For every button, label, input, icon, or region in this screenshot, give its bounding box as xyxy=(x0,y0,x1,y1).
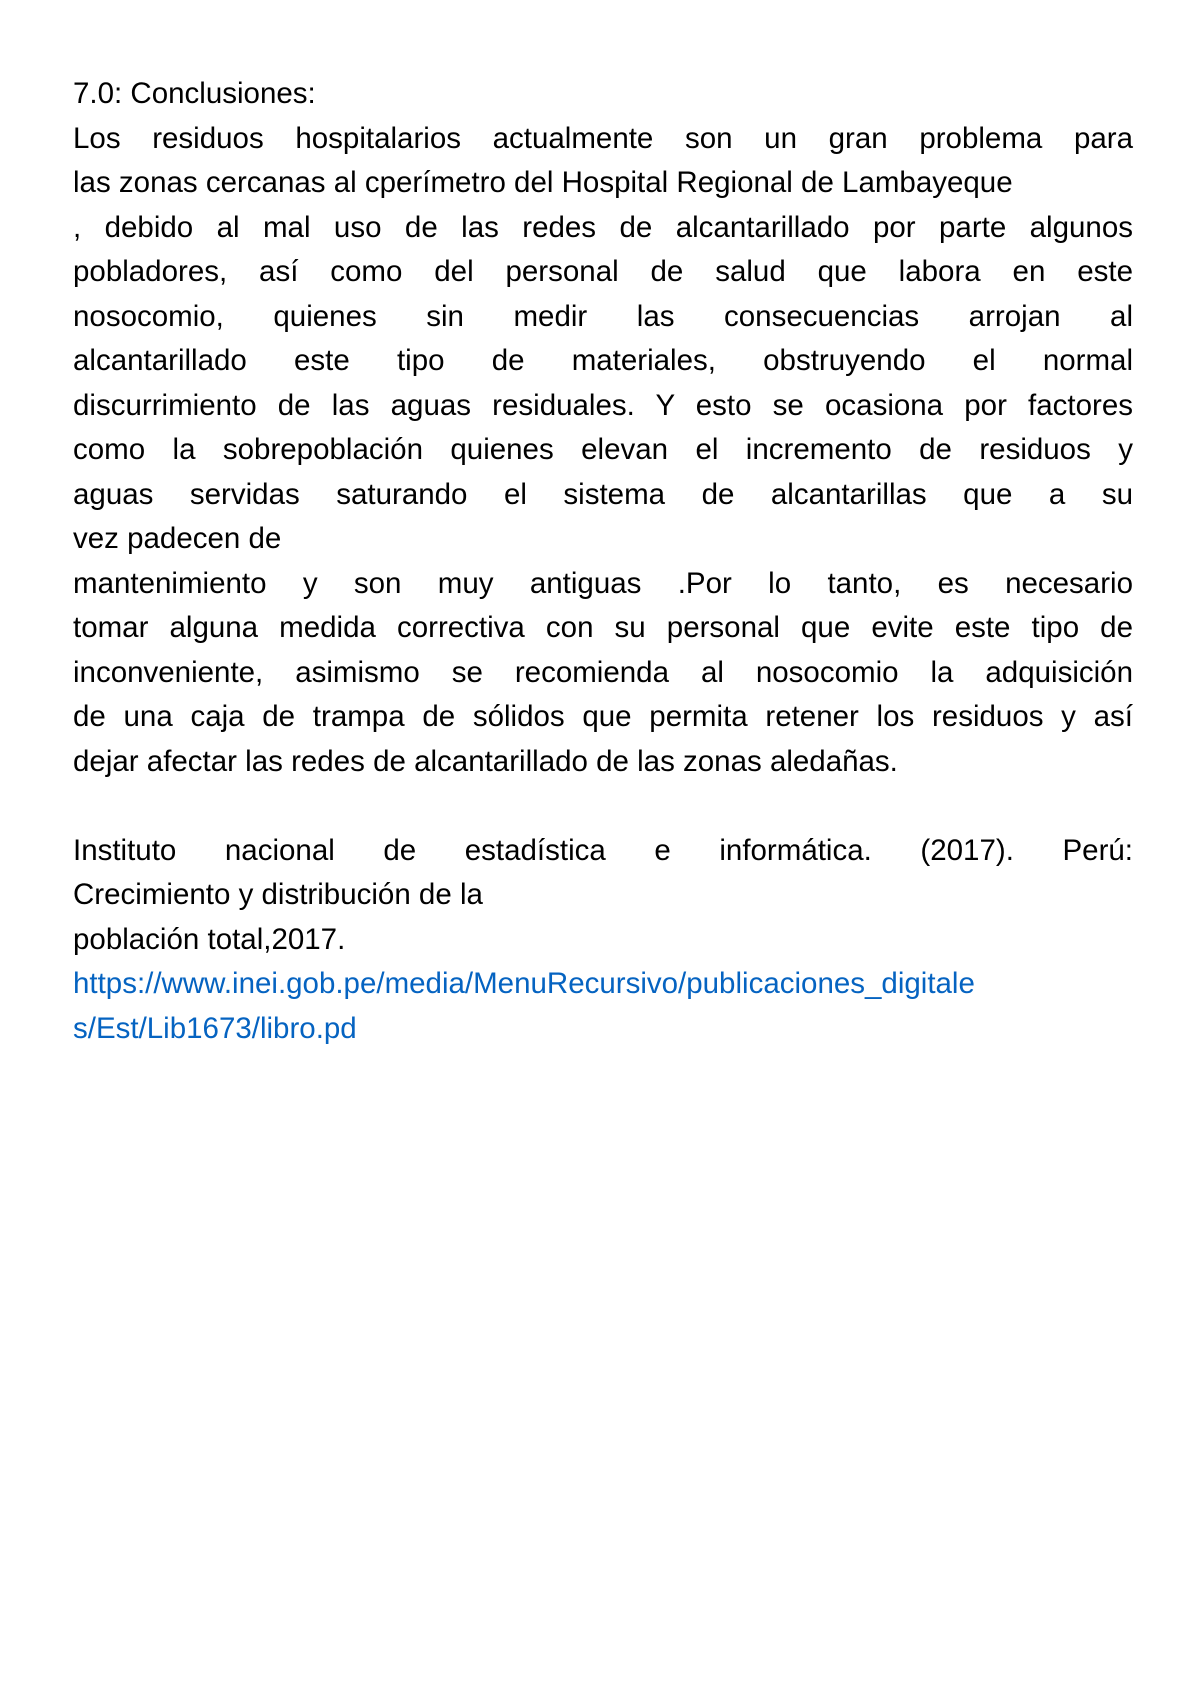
reference-line: Instituto nacional de estadística e informática. (2017). Perú: xyxy=(73,833,1133,867)
paragraph-line: inconveniente, asimismo se recomienda al nosocomio la adquisición xyxy=(73,655,1133,689)
paragraph-line: aguas servidas saturando el sistema de alcantarillas que a su xyxy=(73,477,1133,511)
conclusion-paragraph xyxy=(73,117,1133,785)
paragraph-line: discurrimiento de las aguas residuales. Y esto se ocasiona por factores xyxy=(73,388,1133,422)
reference-url-link[interactable]: s/Est/Lib1673/libro.pd xyxy=(73,1011,357,1045)
paragraph-line: como la sobrepoblación quienes elevan el incremento de residuos y xyxy=(73,433,1133,466)
paragraph-line: nosocomio, quienes sin medir las consecuencias arrojan al xyxy=(73,299,1133,333)
paragraph-line: vez padecen de xyxy=(73,522,282,555)
paragraph-line: pobladores, así como del personal de salud que labora en este xyxy=(73,255,1133,288)
reference-url-link[interactable]: https://www.inei.gob.pe/media/MenuRecursivo/publicaciones_digitale xyxy=(73,967,975,1000)
paragraph-line: Los residuos hospitalarios actualmente son un gran problema para xyxy=(73,121,1133,155)
paragraph-line: alcantarillado este tipo de materiales, obstruyendo el normal xyxy=(73,344,1133,377)
reference-line: Crecimiento y distribución de la xyxy=(73,878,483,911)
paragraph-spacer xyxy=(73,784,1133,829)
paragraph-line: mantenimiento y son muy antiguas .Por lo tanto, es necesario xyxy=(73,566,1133,600)
reference-entry xyxy=(73,829,1133,1052)
paragraph-line: tomar alguna medida correctiva con su personal que evite este tipo de xyxy=(73,611,1133,644)
paragraph-line: las zonas cercanas al cperímetro del Hospital Regional de Lambayeque xyxy=(73,166,1013,199)
paragraph-line: dejar afectar las redes de alcantarillado de las zonas aledañas. xyxy=(73,744,898,778)
reference-line: población total,2017. xyxy=(73,922,346,956)
section-heading: 7.0: Conclusiones: xyxy=(73,77,316,110)
paragraph-line: , debido al mal uso de las redes de alcantarillado por parte algunos xyxy=(73,210,1133,244)
paragraph-line: de una caja de trampa de sólidos que permita retener los residuos y así xyxy=(73,700,1133,733)
document-body xyxy=(73,72,1133,1051)
